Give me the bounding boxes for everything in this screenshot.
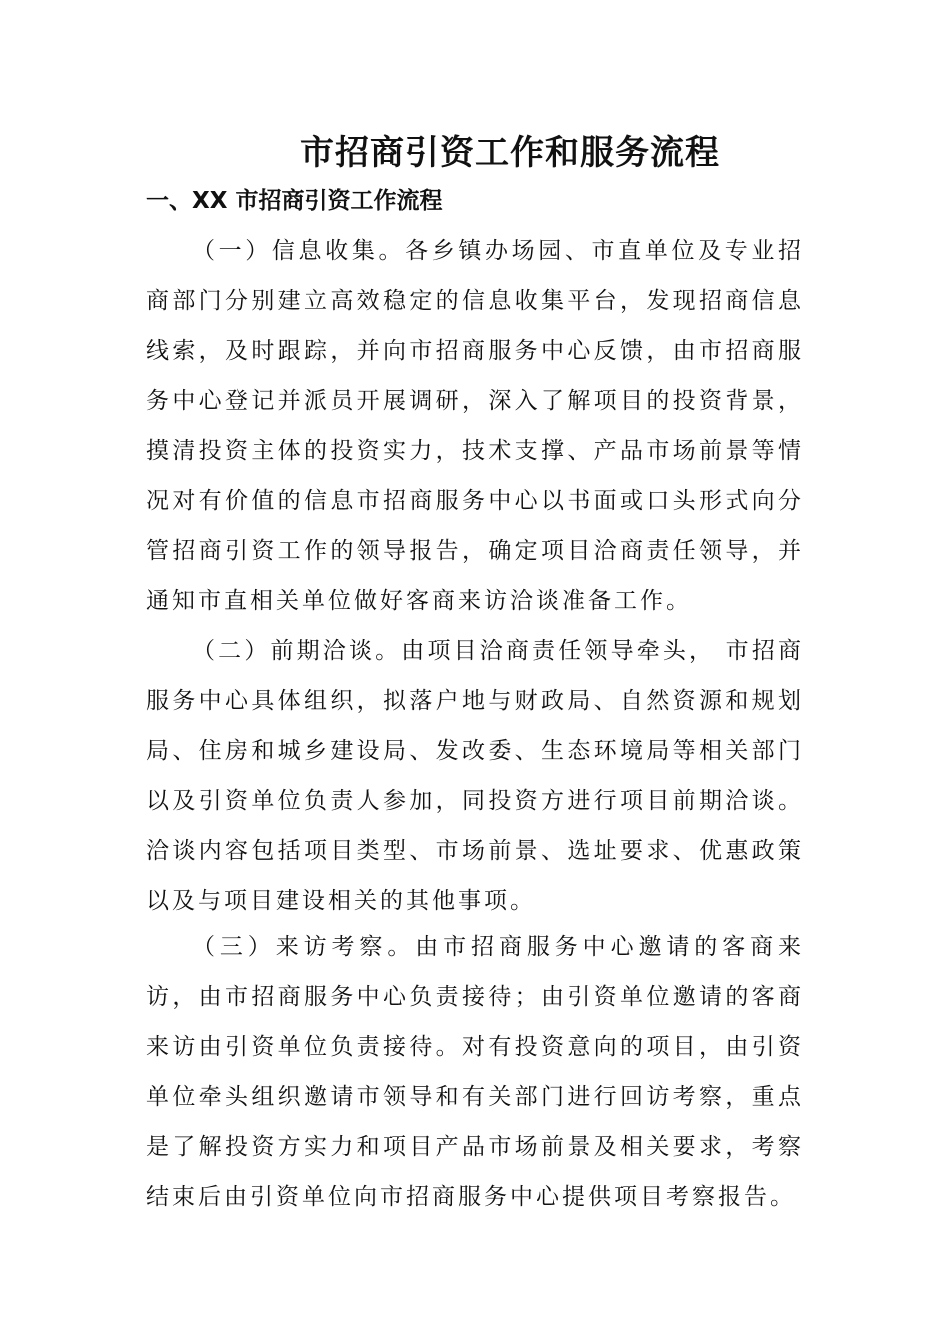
paragraph-visit-inspection: （三）来访考察。由市招商服务中心邀请的客商来访，由市招商服务中心负责接待；由引资单位邀请的客商来访由引资单位负责接待。对有投资意向的项目，由引资单位牵头组织邀请市领导和有关部门进行回访考察，重点是了解投资方实力和项目产品市场前景及相关要求，考察结束后由引资单位向市招商服务中心提供项目考察报告。 — [146, 934, 804, 1210]
section-heading: 一、XX 市招商引资工作流程 — [146, 188, 443, 214]
paragraph-information-collection: （一）信息收集。各乡镇办场园、市直单位及专业招商部门分别建立高效稳定的信息收集平台，发现招商信息线索，及时跟踪，并向市招商服务中心反馈，由市招商服务中心登记并派员开展调研，深入了解项目的投资背景，摸清投资主体的投资实力，技术支撑、产品市场前景等情况对有价值的信息市招商服务中心以书面或口头形式向分管招商引资工作的领导报告，确定项目洽商责任领导，并通知市直相关单位做好客商来访洽谈准备工作。 — [146, 238, 804, 614]
document-title: 市招商引资工作和服务流程 — [300, 133, 720, 173]
paragraph-preliminary-negotiation: （二）前期洽谈。由项目洽商责任领导牵头， 市招商服务中心具体组织，拟落户地与财政局、自然资源和规划局、住房和城乡建设局、发改委、生态环境局等相关部门以及引资单位负责人参加，同投资方进行项目前期洽谈。洽谈内容包括项目类型、市场前景、选址要求、优惠政策以及与项目建设相关的其他事项。 — [146, 638, 804, 914]
